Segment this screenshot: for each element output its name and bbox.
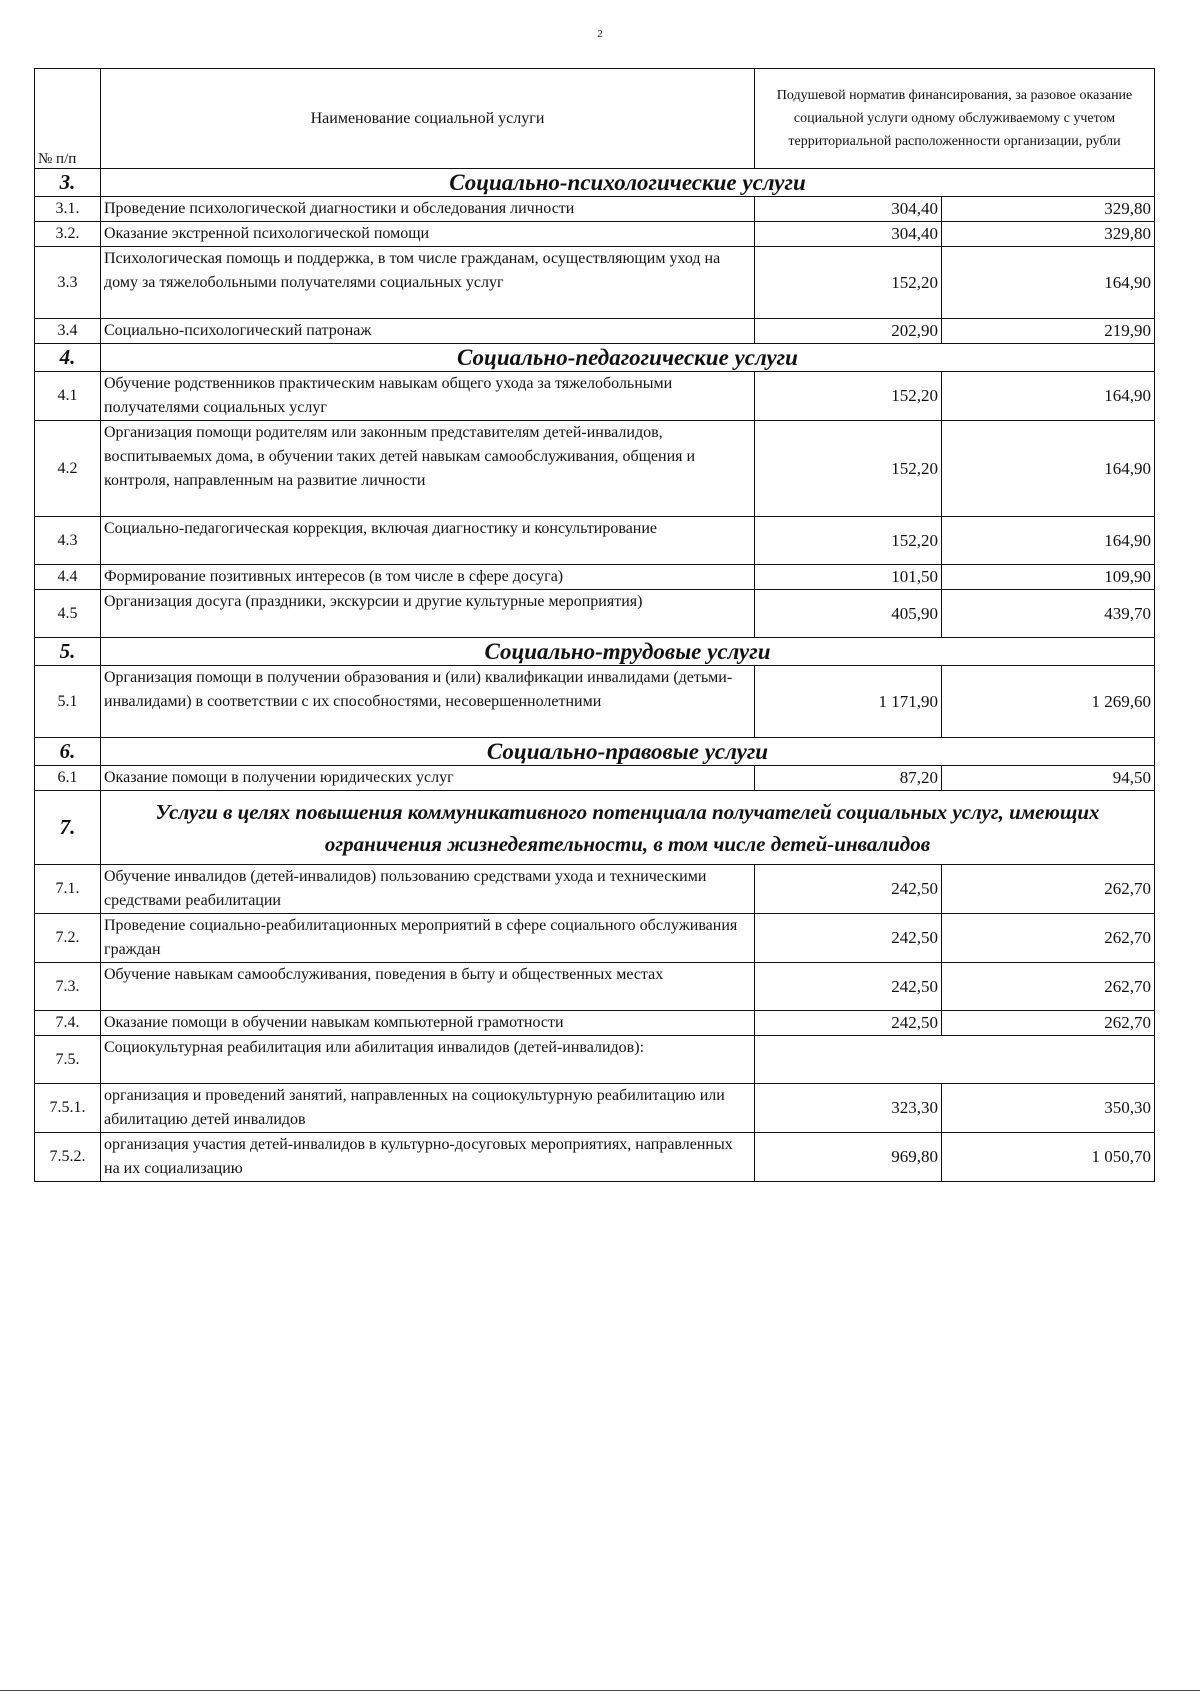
table-row — [35, 517, 1155, 565]
service-name: Обучение инвалидов (детей-инвалидов) пользованию средствами ухода и техническими средствами реабилитации — [101, 865, 755, 914]
section-number: 4. — [35, 344, 101, 372]
row-number: 3.2. — [35, 222, 101, 247]
norm-value-2: 1 050,70 — [942, 1133, 1155, 1182]
table-row — [35, 319, 1155, 344]
row-number: 7.3. — [35, 963, 101, 1011]
norm-value-2: 262,70 — [942, 865, 1155, 914]
norm-value-2: 164,90 — [942, 372, 1155, 421]
service-name: Организация досуга (праздники, экскурсии и другие культурные мероприятия) — [101, 590, 755, 638]
norm-value-1: 242,50 — [755, 914, 942, 963]
column-header-service-name: Наименование социальной услуги — [101, 69, 755, 169]
row-number: 7.5.2. — [35, 1133, 101, 1182]
row-number: 3.4 — [35, 319, 101, 344]
row-number: 7.5. — [35, 1036, 101, 1084]
norm-value-2: 109,90 — [942, 565, 1155, 590]
section-row-4 — [35, 344, 1155, 372]
service-name: Оказание помощи в обучении навыкам компьютерной грамотности — [101, 1011, 755, 1036]
table-row — [35, 222, 1155, 247]
norm-value-2: 164,90 — [942, 517, 1155, 565]
row-number: 6.1 — [35, 766, 101, 791]
service-name: Проведение психологической диагностики и обследования личности — [101, 197, 755, 222]
table-row — [35, 421, 1155, 517]
service-name: Обучение навыкам самообслуживания, поведения в быту и общественных местах — [101, 963, 755, 1011]
table-row — [35, 865, 1155, 914]
table-row — [35, 963, 1155, 1011]
table-row — [35, 766, 1155, 791]
norm-value-1: 152,20 — [755, 247, 942, 319]
section-title: Услуги в целях повышения коммуникативного потенциала получателей социальных услуг, имеющих ограничения жизнедеятельности, в том числе детей-инвалидов — [101, 791, 1155, 865]
norm-value-2: 439,70 — [942, 590, 1155, 638]
table-row — [35, 1036, 1155, 1084]
norm-value-2: 219,90 — [942, 319, 1155, 344]
row-number: 4.4 — [35, 565, 101, 590]
norm-value-1: 87,20 — [755, 766, 942, 791]
norm-value-1: 202,90 — [755, 319, 942, 344]
row-number: 7.4. — [35, 1011, 101, 1036]
section-title: Социально-правовые услуги — [101, 738, 1155, 766]
service-name: Психологическая помощь и поддержка, в том числе гражданам, осуществляющим уход на дому за тяжелобольными получателями социальных услуг — [101, 247, 755, 319]
norm-value-1: 304,40 — [755, 222, 942, 247]
service-name: Формирование позитивных интересов (в том числе в сфере досуга) — [101, 565, 755, 590]
table-row — [35, 666, 1155, 738]
services-table — [34, 68, 1155, 1182]
table-row — [35, 197, 1155, 222]
page-bottom-divider — [0, 1690, 1200, 1691]
section-number: 7. — [35, 791, 101, 865]
norm-value-1: 304,40 — [755, 197, 942, 222]
section-title: Социально-психологические услуги — [101, 169, 1155, 197]
section-number: 6. — [35, 738, 101, 766]
norm-value-2: 329,80 — [942, 222, 1155, 247]
page-number: 2 — [597, 28, 603, 40]
service-name: Социально-психологический патронаж — [101, 319, 755, 344]
row-number: 7.1. — [35, 865, 101, 914]
section-row-6 — [35, 738, 1155, 766]
service-name: Социально-педагогическая коррекция, включая диагностику и консультирование — [101, 517, 755, 565]
norm-value-empty — [755, 1036, 1155, 1084]
section-row-7 — [35, 791, 1155, 865]
norm-value-1: 101,50 — [755, 565, 942, 590]
section-number: 3. — [35, 169, 101, 197]
table-row — [35, 590, 1155, 638]
table-row — [35, 565, 1155, 590]
service-name: Обучение родственников практическим навыкам общего ухода за тяжелобольными получателями социальных услуг — [101, 372, 755, 421]
service-name: Организация помощи родителям или законным представителям детей-инвалидов, воспитываемых дома, в обучении таких детей навыкам самообслуживания, общения и контроля, направленным на развитие личности — [101, 421, 755, 517]
service-name: Оказание помощи в получении юридических услуг — [101, 766, 755, 791]
table-row — [35, 914, 1155, 963]
norm-value-1: 969,80 — [755, 1133, 942, 1182]
norm-value-2: 262,70 — [942, 914, 1155, 963]
norm-value-1: 242,50 — [755, 865, 942, 914]
table-row — [35, 372, 1155, 421]
section-title: Социально-трудовые услуги — [101, 638, 1155, 666]
row-number: 4.2 — [35, 421, 101, 517]
column-header-funding-norm: Подушевой норматив финансирования, за разовое оказание социальной услуги одному обслуживаемому с учетом территориальной расположенности организации, рубли — [755, 69, 1155, 169]
service-name: Оказание экстренной психологической помощи — [101, 222, 755, 247]
row-number: 5.1 — [35, 666, 101, 738]
row-number: 4.5 — [35, 590, 101, 638]
table-row — [35, 247, 1155, 319]
row-number: 4.1 — [35, 372, 101, 421]
service-name: организация участия детей-инвалидов в культурно-досуговых мероприятиях, направленных на их социализацию — [101, 1133, 755, 1182]
table-header-row — [35, 69, 1155, 169]
norm-value-2: 329,80 — [942, 197, 1155, 222]
norm-value-1: 152,20 — [755, 421, 942, 517]
row-number: 3.3 — [35, 247, 101, 319]
norm-value-2: 262,70 — [942, 963, 1155, 1011]
table-row — [35, 1084, 1155, 1133]
norm-value-1: 152,20 — [755, 372, 942, 421]
row-number: 7.5.1. — [35, 1084, 101, 1133]
norm-value-2: 164,90 — [942, 421, 1155, 517]
row-number: 7.2. — [35, 914, 101, 963]
section-row-5 — [35, 638, 1155, 666]
section-number: 5. — [35, 638, 101, 666]
norm-value-2: 94,50 — [942, 766, 1155, 791]
norm-value-1: 1 171,90 — [755, 666, 942, 738]
norm-value-2: 350,30 — [942, 1084, 1155, 1133]
norm-value-2: 262,70 — [942, 1011, 1155, 1036]
norm-value-1: 152,20 — [755, 517, 942, 565]
service-name: Организация помощи в получении образования и (или) квалификации инвалидами (детьми-инвалидами) в соответствии с их способностями, несовершеннолетними — [101, 666, 755, 738]
norm-value-1: 405,90 — [755, 590, 942, 638]
row-number: 3.1. — [35, 197, 101, 222]
norm-value-1: 242,50 — [755, 1011, 942, 1036]
row-number: 4.3 — [35, 517, 101, 565]
service-name: организация и проведений занятий, направленных на социокультурную реабилитацию или абилитацию детей инвалидов — [101, 1084, 755, 1133]
column-header-number: № п/п — [35, 69, 101, 169]
service-name: Проведение социально-реабилитационных мероприятий в сфере социального обслуживания граждан — [101, 914, 755, 963]
norm-value-1: 323,30 — [755, 1084, 942, 1133]
table-row — [35, 1133, 1155, 1182]
norm-value-2: 164,90 — [942, 247, 1155, 319]
section-title: Социально-педагогические услуги — [101, 344, 1155, 372]
norm-value-1: 242,50 — [755, 963, 942, 1011]
service-name: Социокультурная реабилитация или абилитация инвалидов (детей-инвалидов): — [101, 1036, 755, 1084]
section-row-3 — [35, 169, 1155, 197]
table-row — [35, 1011, 1155, 1036]
norm-value-2: 1 269,60 — [942, 666, 1155, 738]
